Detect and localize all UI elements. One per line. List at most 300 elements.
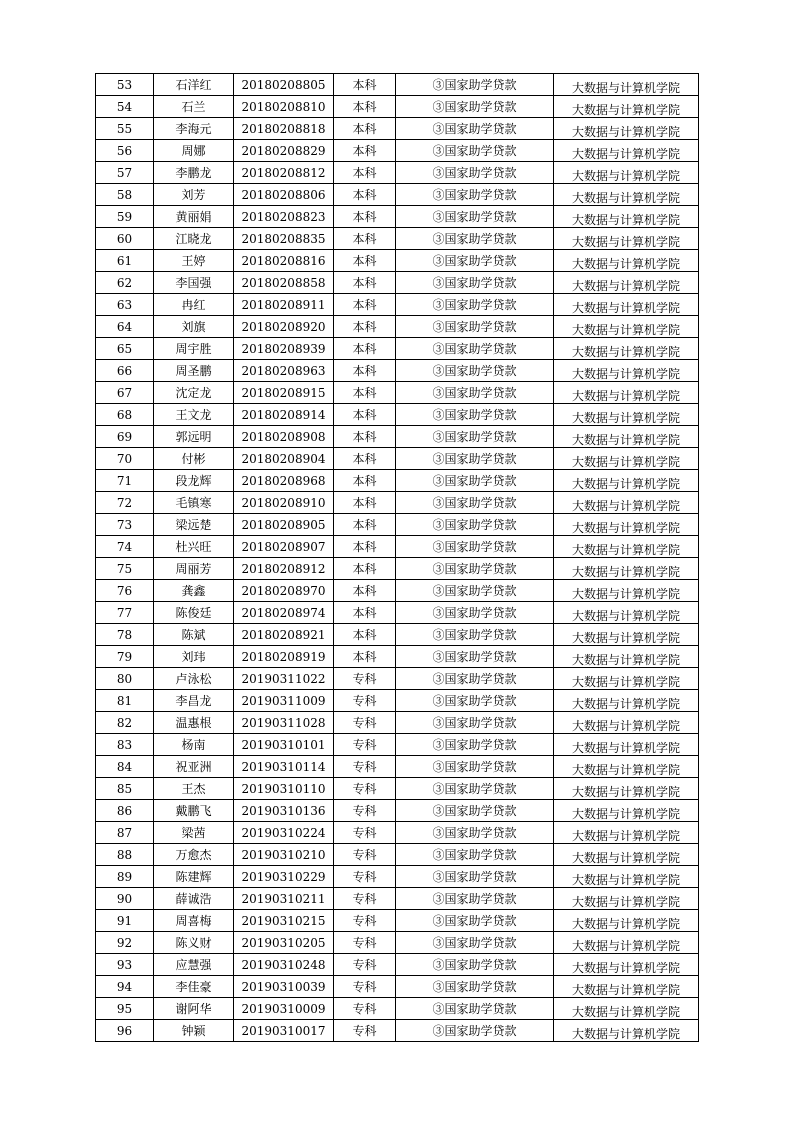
degree-level-cell: 本科: [334, 118, 396, 140]
student-id-cell: 20180208904: [234, 448, 334, 470]
name-cell: 江晓龙: [154, 228, 234, 250]
student-id-cell: 20190310136: [234, 800, 334, 822]
name-cell: 周娜: [154, 140, 234, 162]
degree-level-cell: 专科: [334, 910, 396, 932]
name-cell: 祝亚洲: [154, 756, 234, 778]
table-row: [96, 932, 699, 954]
name-cell: 周喜梅: [154, 910, 234, 932]
college-cell: 大数据与计算机学院: [554, 690, 699, 712]
row-number-cell: 75: [96, 558, 154, 580]
degree-level-cell: 本科: [334, 624, 396, 646]
college-cell: 大数据与计算机学院: [554, 162, 699, 184]
degree-level-cell: 专科: [334, 932, 396, 954]
student-id-cell: 20180208907: [234, 536, 334, 558]
college-cell: 大数据与计算机学院: [554, 910, 699, 932]
college-cell: 大数据与计算机学院: [554, 492, 699, 514]
student-id-cell: 20180208912: [234, 558, 334, 580]
degree-level-cell: 本科: [334, 206, 396, 228]
student-id-cell: 20180208810: [234, 96, 334, 118]
degree-level-cell: 本科: [334, 470, 396, 492]
name-cell: 毛镇寒: [154, 492, 234, 514]
degree-level-cell: 本科: [334, 316, 396, 338]
student-id-cell: 20190310229: [234, 866, 334, 888]
table-row: [96, 250, 699, 272]
student-id-cell: 20180208974: [234, 602, 334, 624]
college-cell: 大数据与计算机学院: [554, 426, 699, 448]
degree-level-cell: 专科: [334, 734, 396, 756]
aid-type-cell: ③国家助学贷款: [396, 470, 554, 492]
table-row: [96, 712, 699, 734]
degree-level-cell: 本科: [334, 294, 396, 316]
college-cell: 大数据与计算机学院: [554, 866, 699, 888]
aid-type-cell: ③国家助学贷款: [396, 998, 554, 1020]
table-row: [96, 316, 699, 338]
table-row: [96, 734, 699, 756]
student-id-cell: 20180208829: [234, 140, 334, 162]
name-cell: 李海元: [154, 118, 234, 140]
aid-type-cell: ③国家助学贷款: [396, 932, 554, 954]
table-row: [96, 470, 699, 492]
table-row: [96, 162, 699, 184]
aid-type-cell: ③国家助学贷款: [396, 866, 554, 888]
degree-level-cell: 本科: [334, 536, 396, 558]
name-cell: 陈斌: [154, 624, 234, 646]
table-row: [96, 558, 699, 580]
aid-type-cell: ③国家助学贷款: [396, 316, 554, 338]
table-row: [96, 140, 699, 162]
college-cell: 大数据与计算机学院: [554, 602, 699, 624]
row-number-cell: 66: [96, 360, 154, 382]
name-cell: 王杰: [154, 778, 234, 800]
aid-type-cell: ③国家助学贷款: [396, 1020, 554, 1042]
table-row: [96, 690, 699, 712]
aid-type-cell: ③国家助学贷款: [396, 580, 554, 602]
student-id-cell: 20180208910: [234, 492, 334, 514]
college-cell: 大数据与计算机学院: [554, 96, 699, 118]
table-row: [96, 800, 699, 822]
college-cell: 大数据与计算机学院: [554, 228, 699, 250]
degree-level-cell: 本科: [334, 140, 396, 162]
degree-level-cell: 专科: [334, 668, 396, 690]
aid-type-cell: ③国家助学贷款: [396, 404, 554, 426]
name-cell: 薛诚浩: [154, 888, 234, 910]
aid-type-cell: ③国家助学贷款: [396, 624, 554, 646]
student-id-cell: 20190311009: [234, 690, 334, 712]
row-number-cell: 76: [96, 580, 154, 602]
table-row: [96, 74, 699, 96]
name-cell: 李佳豪: [154, 976, 234, 998]
row-number-cell: 81: [96, 690, 154, 712]
row-number-cell: 82: [96, 712, 154, 734]
table-row: [96, 778, 699, 800]
row-number-cell: 89: [96, 866, 154, 888]
row-number-cell: 74: [96, 536, 154, 558]
table-body: [96, 74, 699, 1042]
degree-level-cell: 本科: [334, 646, 396, 668]
aid-type-cell: ③国家助学贷款: [396, 778, 554, 800]
aid-type-cell: ③国家助学贷款: [396, 800, 554, 822]
college-cell: 大数据与计算机学院: [554, 448, 699, 470]
row-number-cell: 56: [96, 140, 154, 162]
row-number-cell: 63: [96, 294, 154, 316]
aid-type-cell: ③国家助学贷款: [396, 96, 554, 118]
degree-level-cell: 本科: [334, 184, 396, 206]
degree-level-cell: 本科: [334, 382, 396, 404]
row-number-cell: 87: [96, 822, 154, 844]
student-id-cell: 20180208921: [234, 624, 334, 646]
row-number-cell: 92: [96, 932, 154, 954]
table-row: [96, 228, 699, 250]
table-row: [96, 910, 699, 932]
college-cell: 大数据与计算机学院: [554, 668, 699, 690]
degree-level-cell: 本科: [334, 558, 396, 580]
row-number-cell: 91: [96, 910, 154, 932]
student-id-cell: 20190310210: [234, 844, 334, 866]
row-number-cell: 65: [96, 338, 154, 360]
degree-level-cell: 专科: [334, 690, 396, 712]
aid-type-cell: ③国家助学贷款: [396, 558, 554, 580]
college-cell: 大数据与计算机学院: [554, 382, 699, 404]
name-cell: 李国强: [154, 272, 234, 294]
document-page: [95, 73, 698, 1042]
student-id-cell: 20180208939: [234, 338, 334, 360]
aid-type-cell: ③国家助学贷款: [396, 536, 554, 558]
table-row: [96, 1020, 699, 1042]
degree-level-cell: 本科: [334, 74, 396, 96]
name-cell: 石兰: [154, 96, 234, 118]
student-loan-table: [95, 73, 699, 1042]
college-cell: 大数据与计算机学院: [554, 470, 699, 492]
college-cell: 大数据与计算机学院: [554, 118, 699, 140]
row-number-cell: 94: [96, 976, 154, 998]
row-number-cell: 68: [96, 404, 154, 426]
student-id-cell: 20180208823: [234, 206, 334, 228]
table-row: [96, 822, 699, 844]
degree-level-cell: 本科: [334, 404, 396, 426]
row-number-cell: 83: [96, 734, 154, 756]
name-cell: 周丽芳: [154, 558, 234, 580]
degree-level-cell: 本科: [334, 360, 396, 382]
college-cell: 大数据与计算机学院: [554, 954, 699, 976]
student-id-cell: 20180208858: [234, 272, 334, 294]
name-cell: 段龙辉: [154, 470, 234, 492]
name-cell: 刘旗: [154, 316, 234, 338]
row-number-cell: 95: [96, 998, 154, 1020]
college-cell: 大数据与计算机学院: [554, 976, 699, 998]
degree-level-cell: 专科: [334, 998, 396, 1020]
student-id-cell: 20190311028: [234, 712, 334, 734]
degree-level-cell: 专科: [334, 888, 396, 910]
aid-type-cell: ③国家助学贷款: [396, 756, 554, 778]
student-id-cell: 20190310017: [234, 1020, 334, 1042]
aid-type-cell: ③国家助学贷款: [396, 228, 554, 250]
student-id-cell: 20180208920: [234, 316, 334, 338]
degree-level-cell: 本科: [334, 492, 396, 514]
college-cell: 大数据与计算机学院: [554, 206, 699, 228]
name-cell: 李鹏龙: [154, 162, 234, 184]
student-id-cell: 20180208915: [234, 382, 334, 404]
row-number-cell: 77: [96, 602, 154, 624]
student-id-cell: 20190310248: [234, 954, 334, 976]
student-id-cell: 20180208905: [234, 514, 334, 536]
student-id-cell: 20190310039: [234, 976, 334, 998]
aid-type-cell: ③国家助学贷款: [396, 668, 554, 690]
row-number-cell: 79: [96, 646, 154, 668]
aid-type-cell: ③国家助学贷款: [396, 272, 554, 294]
student-id-cell: 20190310009: [234, 998, 334, 1020]
student-id-cell: 20180208812: [234, 162, 334, 184]
aid-type-cell: ③国家助学贷款: [396, 74, 554, 96]
degree-level-cell: 本科: [334, 514, 396, 536]
student-id-cell: 20190311022: [234, 668, 334, 690]
table-row: [96, 668, 699, 690]
name-cell: 周圣鹏: [154, 360, 234, 382]
table-row: [96, 866, 699, 888]
row-number-cell: 59: [96, 206, 154, 228]
row-number-cell: 90: [96, 888, 154, 910]
table-row: [96, 404, 699, 426]
table-row: [96, 602, 699, 624]
student-id-cell: 20190310205: [234, 932, 334, 954]
table-row: [96, 382, 699, 404]
college-cell: 大数据与计算机学院: [554, 558, 699, 580]
aid-type-cell: ③国家助学贷款: [396, 954, 554, 976]
student-id-cell: 20180208919: [234, 646, 334, 668]
aid-type-cell: ③国家助学贷款: [396, 712, 554, 734]
student-id-cell: 20190310215: [234, 910, 334, 932]
table-row: [96, 844, 699, 866]
college-cell: 大数据与计算机学院: [554, 316, 699, 338]
student-id-cell: 20180208816: [234, 250, 334, 272]
row-number-cell: 86: [96, 800, 154, 822]
row-number-cell: 78: [96, 624, 154, 646]
degree-level-cell: 本科: [334, 272, 396, 294]
name-cell: 王婷: [154, 250, 234, 272]
aid-type-cell: ③国家助学贷款: [396, 514, 554, 536]
name-cell: 陈义财: [154, 932, 234, 954]
aid-type-cell: ③国家助学贷款: [396, 140, 554, 162]
name-cell: 钟颖: [154, 1020, 234, 1042]
table-row: [96, 448, 699, 470]
name-cell: 郭远明: [154, 426, 234, 448]
row-number-cell: 73: [96, 514, 154, 536]
college-cell: 大数据与计算机学院: [554, 1020, 699, 1042]
degree-level-cell: 本科: [334, 602, 396, 624]
aid-type-cell: ③国家助学贷款: [396, 448, 554, 470]
table-row: [96, 206, 699, 228]
table-row: [96, 118, 699, 140]
name-cell: 梁远楚: [154, 514, 234, 536]
row-number-cell: 64: [96, 316, 154, 338]
name-cell: 沈定龙: [154, 382, 234, 404]
degree-level-cell: 本科: [334, 448, 396, 470]
name-cell: 陈建辉: [154, 866, 234, 888]
aid-type-cell: ③国家助学贷款: [396, 206, 554, 228]
student-id-cell: 20190310114: [234, 756, 334, 778]
college-cell: 大数据与计算机学院: [554, 624, 699, 646]
student-id-cell: 20190310110: [234, 778, 334, 800]
college-cell: 大数据与计算机学院: [554, 514, 699, 536]
college-cell: 大数据与计算机学院: [554, 338, 699, 360]
row-number-cell: 88: [96, 844, 154, 866]
name-cell: 李昌龙: [154, 690, 234, 712]
degree-level-cell: 专科: [334, 1020, 396, 1042]
aid-type-cell: ③国家助学贷款: [396, 910, 554, 932]
name-cell: 应慧强: [154, 954, 234, 976]
name-cell: 龚鑫: [154, 580, 234, 602]
row-number-cell: 93: [96, 954, 154, 976]
row-number-cell: 57: [96, 162, 154, 184]
degree-level-cell: 专科: [334, 954, 396, 976]
degree-level-cell: 专科: [334, 822, 396, 844]
aid-type-cell: ③国家助学贷款: [396, 118, 554, 140]
degree-level-cell: 专科: [334, 866, 396, 888]
table-row: [96, 294, 699, 316]
row-number-cell: 55: [96, 118, 154, 140]
aid-type-cell: ③国家助学贷款: [396, 426, 554, 448]
row-number-cell: 71: [96, 470, 154, 492]
student-id-cell: 20180208805: [234, 74, 334, 96]
degree-level-cell: 专科: [334, 756, 396, 778]
row-number-cell: 62: [96, 272, 154, 294]
student-id-cell: 20180208970: [234, 580, 334, 602]
aid-type-cell: ③国家助学贷款: [396, 646, 554, 668]
row-number-cell: 54: [96, 96, 154, 118]
student-id-cell: 20180208818: [234, 118, 334, 140]
table-row: [96, 888, 699, 910]
degree-level-cell: 专科: [334, 800, 396, 822]
degree-level-cell: 本科: [334, 250, 396, 272]
table-row: [96, 954, 699, 976]
table-row: [96, 536, 699, 558]
degree-level-cell: 专科: [334, 976, 396, 998]
college-cell: 大数据与计算机学院: [554, 822, 699, 844]
row-number-cell: 60: [96, 228, 154, 250]
row-number-cell: 80: [96, 668, 154, 690]
table-row: [96, 338, 699, 360]
table-row: [96, 646, 699, 668]
college-cell: 大数据与计算机学院: [554, 250, 699, 272]
degree-level-cell: 专科: [334, 778, 396, 800]
aid-type-cell: ③国家助学贷款: [396, 162, 554, 184]
college-cell: 大数据与计算机学院: [554, 734, 699, 756]
name-cell: 周宇胜: [154, 338, 234, 360]
row-number-cell: 67: [96, 382, 154, 404]
name-cell: 刘芳: [154, 184, 234, 206]
row-number-cell: 70: [96, 448, 154, 470]
row-number-cell: 96: [96, 1020, 154, 1042]
table-row: [96, 360, 699, 382]
student-id-cell: 20180208911: [234, 294, 334, 316]
student-id-cell: 20190310101: [234, 734, 334, 756]
table-row: [96, 624, 699, 646]
degree-level-cell: 本科: [334, 162, 396, 184]
name-cell: 谢阿华: [154, 998, 234, 1020]
aid-type-cell: ③国家助学贷款: [396, 822, 554, 844]
college-cell: 大数据与计算机学院: [554, 932, 699, 954]
college-cell: 大数据与计算机学院: [554, 646, 699, 668]
aid-type-cell: ③国家助学贷款: [396, 382, 554, 404]
table-row: [96, 580, 699, 602]
college-cell: 大数据与计算机学院: [554, 74, 699, 96]
row-number-cell: 53: [96, 74, 154, 96]
college-cell: 大数据与计算机学院: [554, 712, 699, 734]
row-number-cell: 58: [96, 184, 154, 206]
aid-type-cell: ③国家助学贷款: [396, 844, 554, 866]
aid-type-cell: ③国家助学贷款: [396, 250, 554, 272]
name-cell: 黄丽娟: [154, 206, 234, 228]
college-cell: 大数据与计算机学院: [554, 580, 699, 602]
student-id-cell: 20180208963: [234, 360, 334, 382]
aid-type-cell: ③国家助学贷款: [396, 888, 554, 910]
name-cell: 冉红: [154, 294, 234, 316]
name-cell: 温惠根: [154, 712, 234, 734]
college-cell: 大数据与计算机学院: [554, 998, 699, 1020]
college-cell: 大数据与计算机学院: [554, 272, 699, 294]
college-cell: 大数据与计算机学院: [554, 140, 699, 162]
college-cell: 大数据与计算机学院: [554, 756, 699, 778]
row-number-cell: 69: [96, 426, 154, 448]
aid-type-cell: ③国家助学贷款: [396, 602, 554, 624]
name-cell: 梁茜: [154, 822, 234, 844]
student-id-cell: 20180208968: [234, 470, 334, 492]
college-cell: 大数据与计算机学院: [554, 800, 699, 822]
name-cell: 杜兴旺: [154, 536, 234, 558]
student-id-cell: 20180208835: [234, 228, 334, 250]
name-cell: 王文龙: [154, 404, 234, 426]
student-id-cell: 20190310224: [234, 822, 334, 844]
aid-type-cell: ③国家助学贷款: [396, 976, 554, 998]
student-id-cell: 20180208908: [234, 426, 334, 448]
degree-level-cell: 专科: [334, 712, 396, 734]
college-cell: 大数据与计算机学院: [554, 536, 699, 558]
student-id-cell: 20190310211: [234, 888, 334, 910]
row-number-cell: 85: [96, 778, 154, 800]
college-cell: 大数据与计算机学院: [554, 360, 699, 382]
name-cell: 陈俊廷: [154, 602, 234, 624]
table-row: [96, 426, 699, 448]
name-cell: 刘玮: [154, 646, 234, 668]
table-row: [96, 514, 699, 536]
table-row: [96, 976, 699, 998]
table-row: [96, 756, 699, 778]
aid-type-cell: ③国家助学贷款: [396, 184, 554, 206]
aid-type-cell: ③国家助学贷款: [396, 690, 554, 712]
name-cell: 戴鹏飞: [154, 800, 234, 822]
table-row: [96, 272, 699, 294]
aid-type-cell: ③国家助学贷款: [396, 360, 554, 382]
name-cell: 付彬: [154, 448, 234, 470]
college-cell: 大数据与计算机学院: [554, 404, 699, 426]
degree-level-cell: 本科: [334, 426, 396, 448]
row-number-cell: 84: [96, 756, 154, 778]
degree-level-cell: 本科: [334, 96, 396, 118]
degree-level-cell: 专科: [334, 844, 396, 866]
name-cell: 卢泳松: [154, 668, 234, 690]
degree-level-cell: 本科: [334, 228, 396, 250]
table-row: [96, 492, 699, 514]
row-number-cell: 72: [96, 492, 154, 514]
name-cell: 石洋红: [154, 74, 234, 96]
table-row: [96, 998, 699, 1020]
degree-level-cell: 本科: [334, 338, 396, 360]
student-id-cell: 20180208914: [234, 404, 334, 426]
college-cell: 大数据与计算机学院: [554, 184, 699, 206]
aid-type-cell: ③国家助学贷款: [396, 338, 554, 360]
college-cell: 大数据与计算机学院: [554, 294, 699, 316]
table-row: [96, 96, 699, 118]
row-number-cell: 61: [96, 250, 154, 272]
